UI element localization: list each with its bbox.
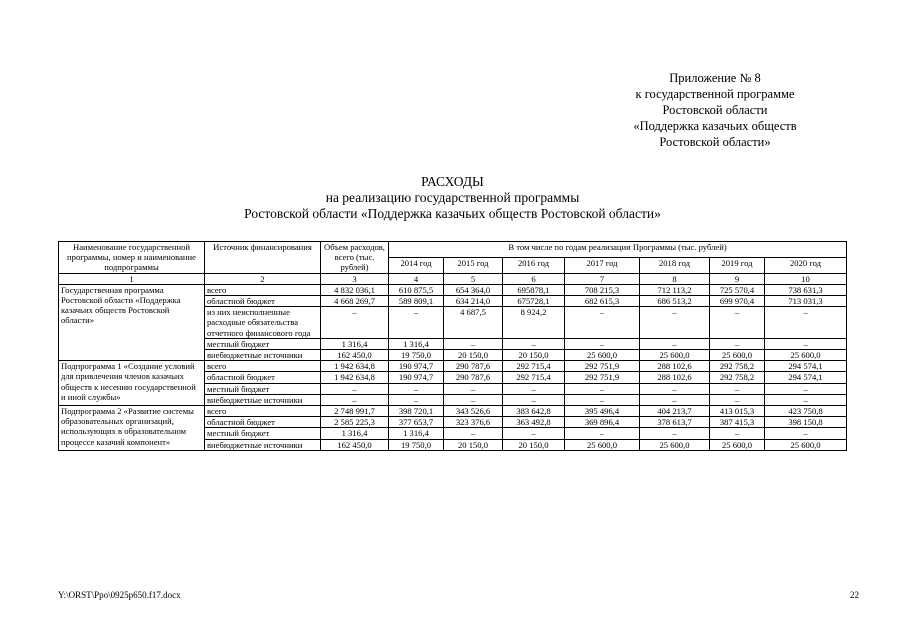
- header-name: Наименование государственной программы, номер и наименование подпрограммы: [59, 242, 205, 274]
- total-amount-cell: 1 942 634,8: [321, 372, 389, 383]
- year-amount-cell: 292 758,2: [710, 372, 765, 383]
- year-amount-cell: –: [444, 394, 503, 405]
- year-amount-cell: 699 970,4: [710, 296, 765, 307]
- year-amount-cell: 738 631,3: [765, 284, 847, 295]
- year-amount-cell: –: [389, 383, 444, 394]
- total-amount-cell: 2 748 991,7: [321, 406, 389, 417]
- title-line: Ростовской области «Поддержка казачьих обществ Ростовской области»: [244, 206, 661, 221]
- year-amount-cell: 589 809,1: [389, 296, 444, 307]
- year-amount-cell: –: [710, 428, 765, 439]
- document-title: [0, 174, 905, 222]
- year-amount-cell: –: [503, 394, 565, 405]
- year-amount-cell: 713 031,3: [765, 296, 847, 307]
- header-year: 2020 год: [765, 257, 847, 273]
- year-amount-cell: 20 150,0: [444, 350, 503, 361]
- year-amount-cell: 398 720,1: [389, 406, 444, 417]
- year-amount-cell: –: [710, 394, 765, 405]
- year-amount-cell: 20 150,0: [503, 350, 565, 361]
- appendix-line: к государственной программе: [635, 87, 795, 101]
- year-amount-cell: 25 600,0: [765, 350, 847, 361]
- header-year: 2016 год: [503, 257, 565, 273]
- year-amount-cell: –: [640, 307, 710, 339]
- total-amount-cell: –: [321, 394, 389, 405]
- funding-source-cell: внебюджетные источники: [205, 394, 321, 405]
- year-amount-cell: –: [503, 338, 565, 349]
- total-amount-cell: 1 316,4: [321, 338, 389, 349]
- column-number: 1: [59, 273, 205, 284]
- year-amount-cell: 19 750,0: [389, 350, 444, 361]
- year-amount-cell: 708 215,3: [565, 284, 640, 295]
- year-amount-cell: –: [710, 307, 765, 339]
- year-amount-cell: 288 102,6: [640, 361, 710, 372]
- year-amount-cell: –: [765, 338, 847, 349]
- year-amount-cell: 695878,1: [503, 284, 565, 295]
- header-year: 2017 год: [565, 257, 640, 273]
- year-amount-cell: 387 415,3: [710, 417, 765, 428]
- funding-source-cell: из них неисполненные расходные обязательства отчетного финансового года: [205, 307, 321, 339]
- funding-source-cell: областной бюджет: [205, 417, 321, 428]
- year-amount-cell: –: [444, 383, 503, 394]
- funding-source-cell: местный бюджет: [205, 383, 321, 394]
- year-amount-cell: 288 102,6: [640, 372, 710, 383]
- year-amount-cell: 25 600,0: [765, 439, 847, 450]
- year-amount-cell: –: [503, 383, 565, 394]
- funding-source-cell: внебюджетные источники: [205, 439, 321, 450]
- column-number: 10: [765, 273, 847, 284]
- year-amount-cell: 292 715,4: [503, 372, 565, 383]
- total-amount-cell: 1 942 634,8: [321, 361, 389, 372]
- funding-source-cell: областной бюджет: [205, 372, 321, 383]
- year-amount-cell: 378 613,7: [640, 417, 710, 428]
- total-amount-cell: –: [321, 383, 389, 394]
- table-row: [59, 361, 847, 372]
- header-year: 2018 год: [640, 257, 710, 273]
- total-amount-cell: –: [321, 307, 389, 339]
- footer-file-path: Y:\ORST\Ppo\0925p650.f17.docx: [58, 590, 181, 600]
- table-header: [59, 242, 847, 285]
- header-source: Источник финансирования: [205, 242, 321, 274]
- appendix-line: Приложение № 8: [669, 71, 761, 85]
- column-number: 3: [321, 273, 389, 284]
- year-amount-cell: 292 751,9: [565, 361, 640, 372]
- year-amount-cell: 712 113,2: [640, 284, 710, 295]
- year-amount-cell: 398 150,8: [765, 417, 847, 428]
- year-amount-cell: –: [565, 394, 640, 405]
- appendix-line: Ростовской области»: [659, 135, 771, 149]
- year-amount-cell: 369 896,4: [565, 417, 640, 428]
- year-amount-cell: 290 787,6: [444, 372, 503, 383]
- year-amount-cell: –: [565, 428, 640, 439]
- year-amount-cell: 4 687,5: [444, 307, 503, 339]
- appendix-line: «Поддержка казачьих обществ: [633, 119, 797, 133]
- column-number-row: [59, 273, 847, 284]
- year-amount-cell: 343 526,6: [444, 406, 503, 417]
- funding-source-cell: всего: [205, 284, 321, 295]
- title-line: РАСХОДЫ: [421, 174, 484, 189]
- column-number: 7: [565, 273, 640, 284]
- header-year: 2015 год: [444, 257, 503, 273]
- year-amount-cell: 634 214,0: [444, 296, 503, 307]
- year-amount-cell: 292 758,2: [710, 361, 765, 372]
- year-amount-cell: –: [565, 338, 640, 349]
- appendix-line: Ростовской области: [662, 103, 768, 117]
- year-amount-cell: 292 751,9: [565, 372, 640, 383]
- year-amount-cell: 294 574,1: [765, 372, 847, 383]
- total-amount-cell: 162 450,0: [321, 350, 389, 361]
- header-year: 2014 год: [389, 257, 444, 273]
- total-amount-cell: 4 832 036,1: [321, 284, 389, 295]
- column-number: 2: [205, 273, 321, 284]
- year-amount-cell: 377 653,7: [389, 417, 444, 428]
- year-amount-cell: 25 600,0: [710, 439, 765, 450]
- year-amount-cell: 292 715,4: [503, 361, 565, 372]
- year-amount-cell: –: [765, 428, 847, 439]
- funding-source-cell: всего: [205, 406, 321, 417]
- year-amount-cell: 363 492,8: [503, 417, 565, 428]
- expenses-table: [58, 241, 847, 451]
- total-amount-cell: 4 668 269,7: [321, 296, 389, 307]
- year-amount-cell: 682 615,3: [565, 296, 640, 307]
- table-row: [59, 284, 847, 295]
- total-amount-cell: 1 316,4: [321, 428, 389, 439]
- total-amount-cell: 162 450,0: [321, 439, 389, 450]
- year-amount-cell: 413 015,3: [710, 406, 765, 417]
- header-years-group: В том числе по годам реализации Программы (тыс. рублей): [389, 242, 847, 258]
- year-amount-cell: 25 600,0: [640, 439, 710, 450]
- year-amount-cell: 19 750,0: [389, 439, 444, 450]
- title-line: на реализацию государственной программы: [325, 190, 580, 205]
- year-amount-cell: –: [444, 428, 503, 439]
- year-amount-cell: 1 316,4: [389, 338, 444, 349]
- funding-source-cell: внебюджетные источники: [205, 350, 321, 361]
- year-amount-cell: –: [503, 428, 565, 439]
- year-amount-cell: 725 570,4: [710, 284, 765, 295]
- year-amount-cell: 654 364,0: [444, 284, 503, 295]
- header-year: 2019 год: [710, 257, 765, 273]
- column-number: 8: [640, 273, 710, 284]
- funding-source-cell: местный бюджет: [205, 338, 321, 349]
- year-amount-cell: 25 600,0: [565, 350, 640, 361]
- year-amount-cell: 395 496,4: [565, 406, 640, 417]
- year-amount-cell: –: [444, 338, 503, 349]
- program-name-cell: Подпрограмма 2 «Развитие системы образовательных организаций, использующих в образовательном процессе казачий компонент»: [59, 406, 205, 451]
- year-amount-cell: –: [389, 394, 444, 405]
- year-amount-cell: 1 316,4: [389, 428, 444, 439]
- funding-source-cell: всего: [205, 361, 321, 372]
- column-number: 5: [444, 273, 503, 284]
- year-amount-cell: –: [765, 394, 847, 405]
- year-amount-cell: 675728,1: [503, 296, 565, 307]
- year-amount-cell: –: [710, 338, 765, 349]
- year-amount-cell: 8 924,2: [503, 307, 565, 339]
- year-amount-cell: –: [640, 383, 710, 394]
- year-amount-cell: –: [710, 383, 765, 394]
- year-amount-cell: –: [765, 307, 847, 339]
- year-amount-cell: 423 750,8: [765, 406, 847, 417]
- funding-source-cell: местный бюджет: [205, 428, 321, 439]
- year-amount-cell: 383 642,8: [503, 406, 565, 417]
- year-amount-cell: –: [565, 383, 640, 394]
- year-amount-cell: –: [640, 428, 710, 439]
- column-number: 6: [503, 273, 565, 284]
- column-number: 4: [389, 273, 444, 284]
- year-amount-cell: 190 974,7: [389, 361, 444, 372]
- year-amount-cell: 20 150,0: [444, 439, 503, 450]
- column-number: 9: [710, 273, 765, 284]
- year-amount-cell: 404 213,7: [640, 406, 710, 417]
- appendix-heading: [585, 70, 845, 150]
- year-amount-cell: 686 513,2: [640, 296, 710, 307]
- table-row: [59, 406, 847, 417]
- year-amount-cell: –: [765, 383, 847, 394]
- year-amount-cell: –: [640, 394, 710, 405]
- total-amount-cell: 2 585 225,3: [321, 417, 389, 428]
- year-amount-cell: 290 787,6: [444, 361, 503, 372]
- year-amount-cell: 323 376,6: [444, 417, 503, 428]
- funding-source-cell: областной бюджет: [205, 296, 321, 307]
- year-amount-cell: –: [389, 307, 444, 339]
- year-amount-cell: –: [640, 338, 710, 349]
- year-amount-cell: –: [565, 307, 640, 339]
- year-amount-cell: 25 600,0: [565, 439, 640, 450]
- year-amount-cell: 20 150,0: [503, 439, 565, 450]
- year-amount-cell: 610 875,5: [389, 284, 444, 295]
- year-amount-cell: 294 574,1: [765, 361, 847, 372]
- page-number: 22: [850, 590, 859, 600]
- year-amount-cell: 25 600,0: [710, 350, 765, 361]
- table-body: [59, 284, 847, 450]
- year-amount-cell: 190 974,7: [389, 372, 444, 383]
- program-name-cell: Подпрограмма 1 «Создание условий для привлечения членов казачьих обществ к несению государственной и иной службы»: [59, 361, 205, 406]
- year-amount-cell: 25 600,0: [640, 350, 710, 361]
- program-name-cell: Государственная программа Ростовской области «Поддержка казачьих обществ Ростовской области»: [59, 284, 205, 360]
- header-volume: Объем расходов, всего (тыс. рублей): [321, 242, 389, 274]
